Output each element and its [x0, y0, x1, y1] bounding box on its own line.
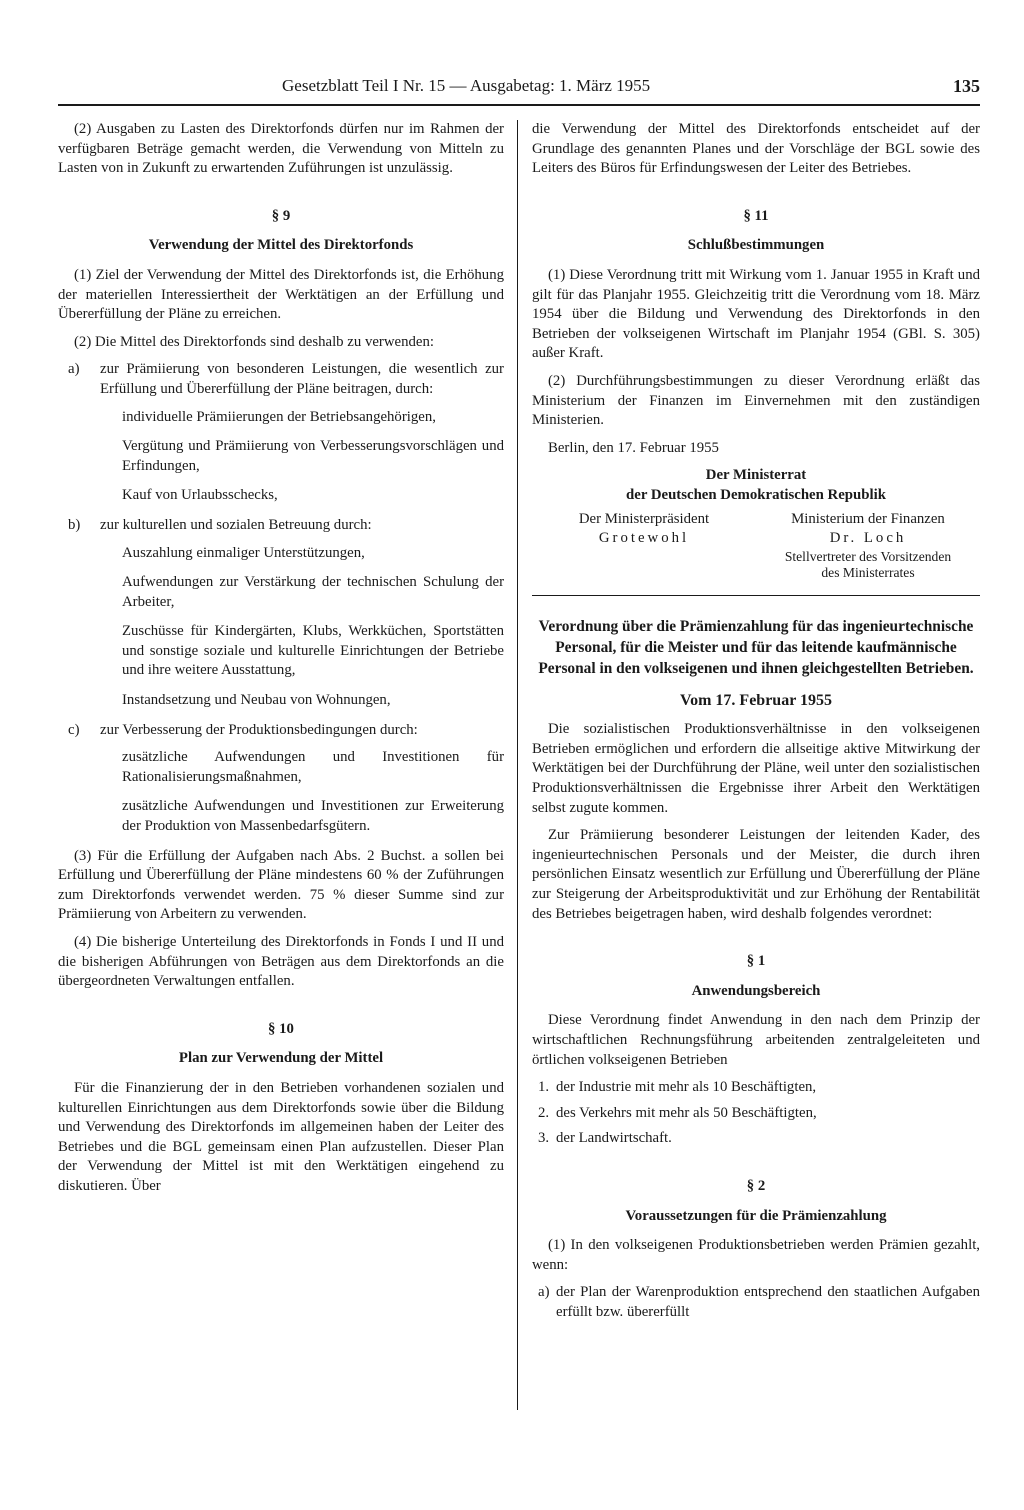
item-b-label: b) — [68, 516, 81, 533]
para-11-1: (1) Diese Verordnung tritt mit Wirkung vom 1. Januar 1955 in Kraft und gilt für das Planjahr 1955. Gleichzeitig tritt die Verordnung vom 18. März 1954 über die Bildung und Verwendung des Direktorfonds in den Betrieben der volkseigenen Wirtschaft im Planjahr 1954 (GBl. S. 305) außer Kraft. — [532, 266, 980, 362]
place-date: Berlin, den 17. Februar 1955 — [548, 439, 719, 456]
column-divider — [517, 120, 518, 1410]
signature-roles — [532, 510, 980, 530]
decree-item-a-label: a) — [538, 1284, 550, 1301]
list-item-number: 2. — [538, 1104, 550, 1121]
header-title: Gesetzblatt Teil I Nr. 15 — Ausgabetag: 1. März 1955 — [282, 76, 651, 95]
page-number: 135 — [953, 76, 980, 96]
item-b-sub: Aufwendungen zur Verstärkung der technischen Schulung der Arbeiter, — [122, 574, 504, 610]
list-item — [532, 1078, 980, 1098]
list-item-number: 1. — [538, 1079, 550, 1096]
section-9-number: § 9 — [271, 207, 291, 224]
section-9-title: Verwendung der Mittel des Direktorfonds — [148, 237, 414, 254]
list-item — [532, 1104, 980, 1124]
decree-section-2-title: Voraussetzungen für die Prämienzahlung — [625, 1207, 887, 1224]
item-b-text: zur kulturellen und sozialen Betreuung durch: — [100, 516, 372, 533]
section-10-title: Plan zur Verwendung der Mittel — [178, 1050, 384, 1067]
item-a-sub: individuelle Prämiierungen der Betriebsangehörigen, — [122, 408, 436, 425]
decree-item-a — [532, 1283, 980, 1322]
list-item-number: 3. — [538, 1130, 550, 1147]
signature-block — [532, 466, 980, 580]
list-item — [532, 1129, 980, 1149]
item-b — [58, 516, 504, 536]
para-9-1: (1) Ziel der Verwendung der Mittel des Direktorfonds ist, die Erhöhung der materiellen Interessiertheit der Werktätigen an der Erfüllung und Übererfüllung der Pläne zu erreichen. — [58, 266, 504, 323]
item-c-sub: zusätzliche Aufwendungen und Investitionen zur Erweiterung der Produktion von Massenbedarfsgütern. — [122, 798, 504, 835]
item-b-sub: Instandsetzung und Neubau von Wohnungen, — [122, 692, 391, 709]
decree-rule — [532, 595, 980, 596]
item-c-label: c) — [68, 721, 80, 738]
item-a-label: a) — [68, 361, 80, 378]
list-item-text: des Verkehrs mit mehr als 50 Beschäftigten, — [556, 1104, 817, 1121]
item-a — [58, 360, 504, 399]
item-b-sub: Zuschüsse für Kindergärten, Klubs, Werkküchen, Sportstätten und sonstige soziale und kulturelle Einrichtungen der Betriebe und ihre weitere Ausstattung, — [122, 623, 504, 679]
item-c-sub: zusätzliche Aufwendungen und Investitionen für Rationalisierungsmaßnahmen, — [122, 749, 504, 785]
right-subtitle-1: Stellvertreter des Vorsitzenden — [784, 548, 952, 564]
item-c — [58, 721, 504, 741]
para-10-continued: die Verwendung der Mittel des Direktorfonds entscheidet auf der Grundlage des genannten Planes und der Vorschläge der BGL sowie des Leiters des Büros für Erfindungswesen der Leiter des Betriebes. — [532, 121, 980, 177]
para-10: Für die Finanzierung der in den Betrieben vorhandenen sozialen und kulturellen Einrichtungen aus dem Direktorfonds sowie über die Bildung und Verwendung des Direktorfonds im allgemeinen haben der Leiter des Betriebes und die BGL gemeinsam einen Plan aufzustellen. Dieser Plan der Verwendung der Mittel ist mit den Werktätigen eingehend zu diskutieren. Über — [58, 1079, 504, 1194]
decree-title: Verordnung über die Prämienzahlung für das ingenieurtechnische Personal, für die Meister und für das leitende kaufmännische Personal in den volkseigenen und ihnen gleichgestellten Betrieben. — [538, 617, 974, 677]
para-9-4: (4) Die bisherige Unterteilung des Direktorfonds in Fonds I und II und die bisherigen Abführungen von Beträgen aus dem Direktorfonds an die übergeordneten Verwaltungen entfallen. — [58, 934, 504, 990]
section-10-number: § 10 — [268, 1020, 294, 1037]
council-line-2: der Deutschen Demokratischen Republik — [626, 486, 886, 503]
item-c-text: zur Verbesserung der Produktionsbedingungen durch: — [100, 721, 418, 738]
para-11-2: (2) Durchführungsbestimmungen zu dieser Verordnung erläßt das Ministerium der Finanzen im Einvernehmen mit den zuständigen Ministerien. — [532, 372, 980, 429]
decree-section-1-title: Anwendungsbereich — [691, 982, 821, 999]
decree-date: Vom 17. Februar 1955 — [680, 691, 832, 709]
left-column — [58, 120, 504, 1205]
left-signatory: Grotewohl — [598, 530, 690, 547]
right-column — [532, 120, 980, 1329]
right-signatory: Dr. Loch — [829, 530, 907, 547]
header-rule — [58, 104, 980, 106]
right-role: Ministerium der Finanzen — [791, 510, 945, 527]
left-role: Der Ministerpräsident — [578, 510, 710, 527]
decree-section-2-number: § 2 — [746, 1177, 766, 1194]
decree-intro-2: Zur Prämiierung besonderer Leistungen der leitenden Kader, des ingenieurtechnischen Personals und der Meister, die durch ihren persönlichen Einsatz wesentlich zur Erfüllung und Übererfüllung der Pläne zur Steigerung der Arbeitsproduktivität und zur Erhöhung der Rentabilität des Betriebes beigetragen haben, wird deshalb folgendes verordnet: — [532, 827, 980, 922]
page-header — [0, 76, 1024, 102]
para-8-2: (2) Ausgaben zu Lasten des Direktorfonds dürfen nur im Rahmen der verfügbaren Beträge gemacht werden, die Verwendung von Mitteln zu Lasten von in Zukunft zu erwartenden Zuführungen ist unzulässig. — [58, 121, 504, 177]
item-a-sub: Kauf von Urlaubsschecks, — [122, 487, 278, 504]
para-9-3: (3) Für die Erfüllung der Aufgaben nach Abs. 2 Buchst. a sollen bei Erfüllung und Übererfüllung der Pläne mindestens 60 % der Zuführungen zum Direktorfonds verwendet werden. 75 % dieser Summe sind zur Prämiierung von Arbeitern zu verwenden. — [58, 847, 504, 923]
right-subtitle-2: des Ministerrates — [821, 564, 915, 580]
decree-section-1-number: § 1 — [746, 953, 766, 970]
item-a-text: zur Prämiierung von besonderen Leistungen, die wesentlich zur Erfüllung und Übererfüllung der Pläne beitragen, durch: — [100, 361, 504, 397]
decree-para-2-1: (1) In den volkseigenen Produktionsbetrieben werden Prämien gezahlt, wenn: — [532, 1237, 980, 1273]
signature-subtitle — [532, 549, 980, 581]
section-11-number: § 11 — [743, 207, 769, 224]
council-line-1: Der Ministerrat — [705, 467, 807, 484]
section-11-title: Schlußbestimmungen — [687, 237, 825, 254]
decree-intro-1: Die sozialistischen Produktionsverhältnisse in den volkseigenen Betrieben ermöglichen und erfordern die allseitige aktive Mitwirkung der Werktätigen bei der Durchführung der Pläne, weil unter den sozialistischen Produktionsverhältnissen die Ergebnisse ihrer Arbeit den Werktätigen selbst zugute kommen. — [532, 721, 980, 816]
signature-names — [532, 529, 980, 549]
decree-item-a-text: der Plan der Warenproduktion entsprechend den staatlichen Aufgaben erfüllt bzw. übererfüllt — [556, 1284, 980, 1320]
para-9-2: (2) Die Mittel des Direktorfonds sind deshalb zu verwenden: — [74, 333, 434, 350]
list-item-text: der Industrie mit mehr als 10 Beschäftigten, — [556, 1079, 817, 1096]
item-a-sub: Vergütung und Prämiierung von Verbesserungsvorschlägen und Erfindungen, — [122, 438, 504, 474]
list-item-text: der Landwirtschaft. — [556, 1130, 672, 1147]
item-b-sub: Auszahlung einmaliger Unterstützungen, — [122, 544, 365, 561]
decree-para-1: Diese Verordnung findet Anwendung in den nach dem Prinzip der wirtschaftlichen Rechnungsführung arbeitenden zentralgeleiteten und örtlichen volkseigenen Betrieben — [532, 1012, 980, 1068]
